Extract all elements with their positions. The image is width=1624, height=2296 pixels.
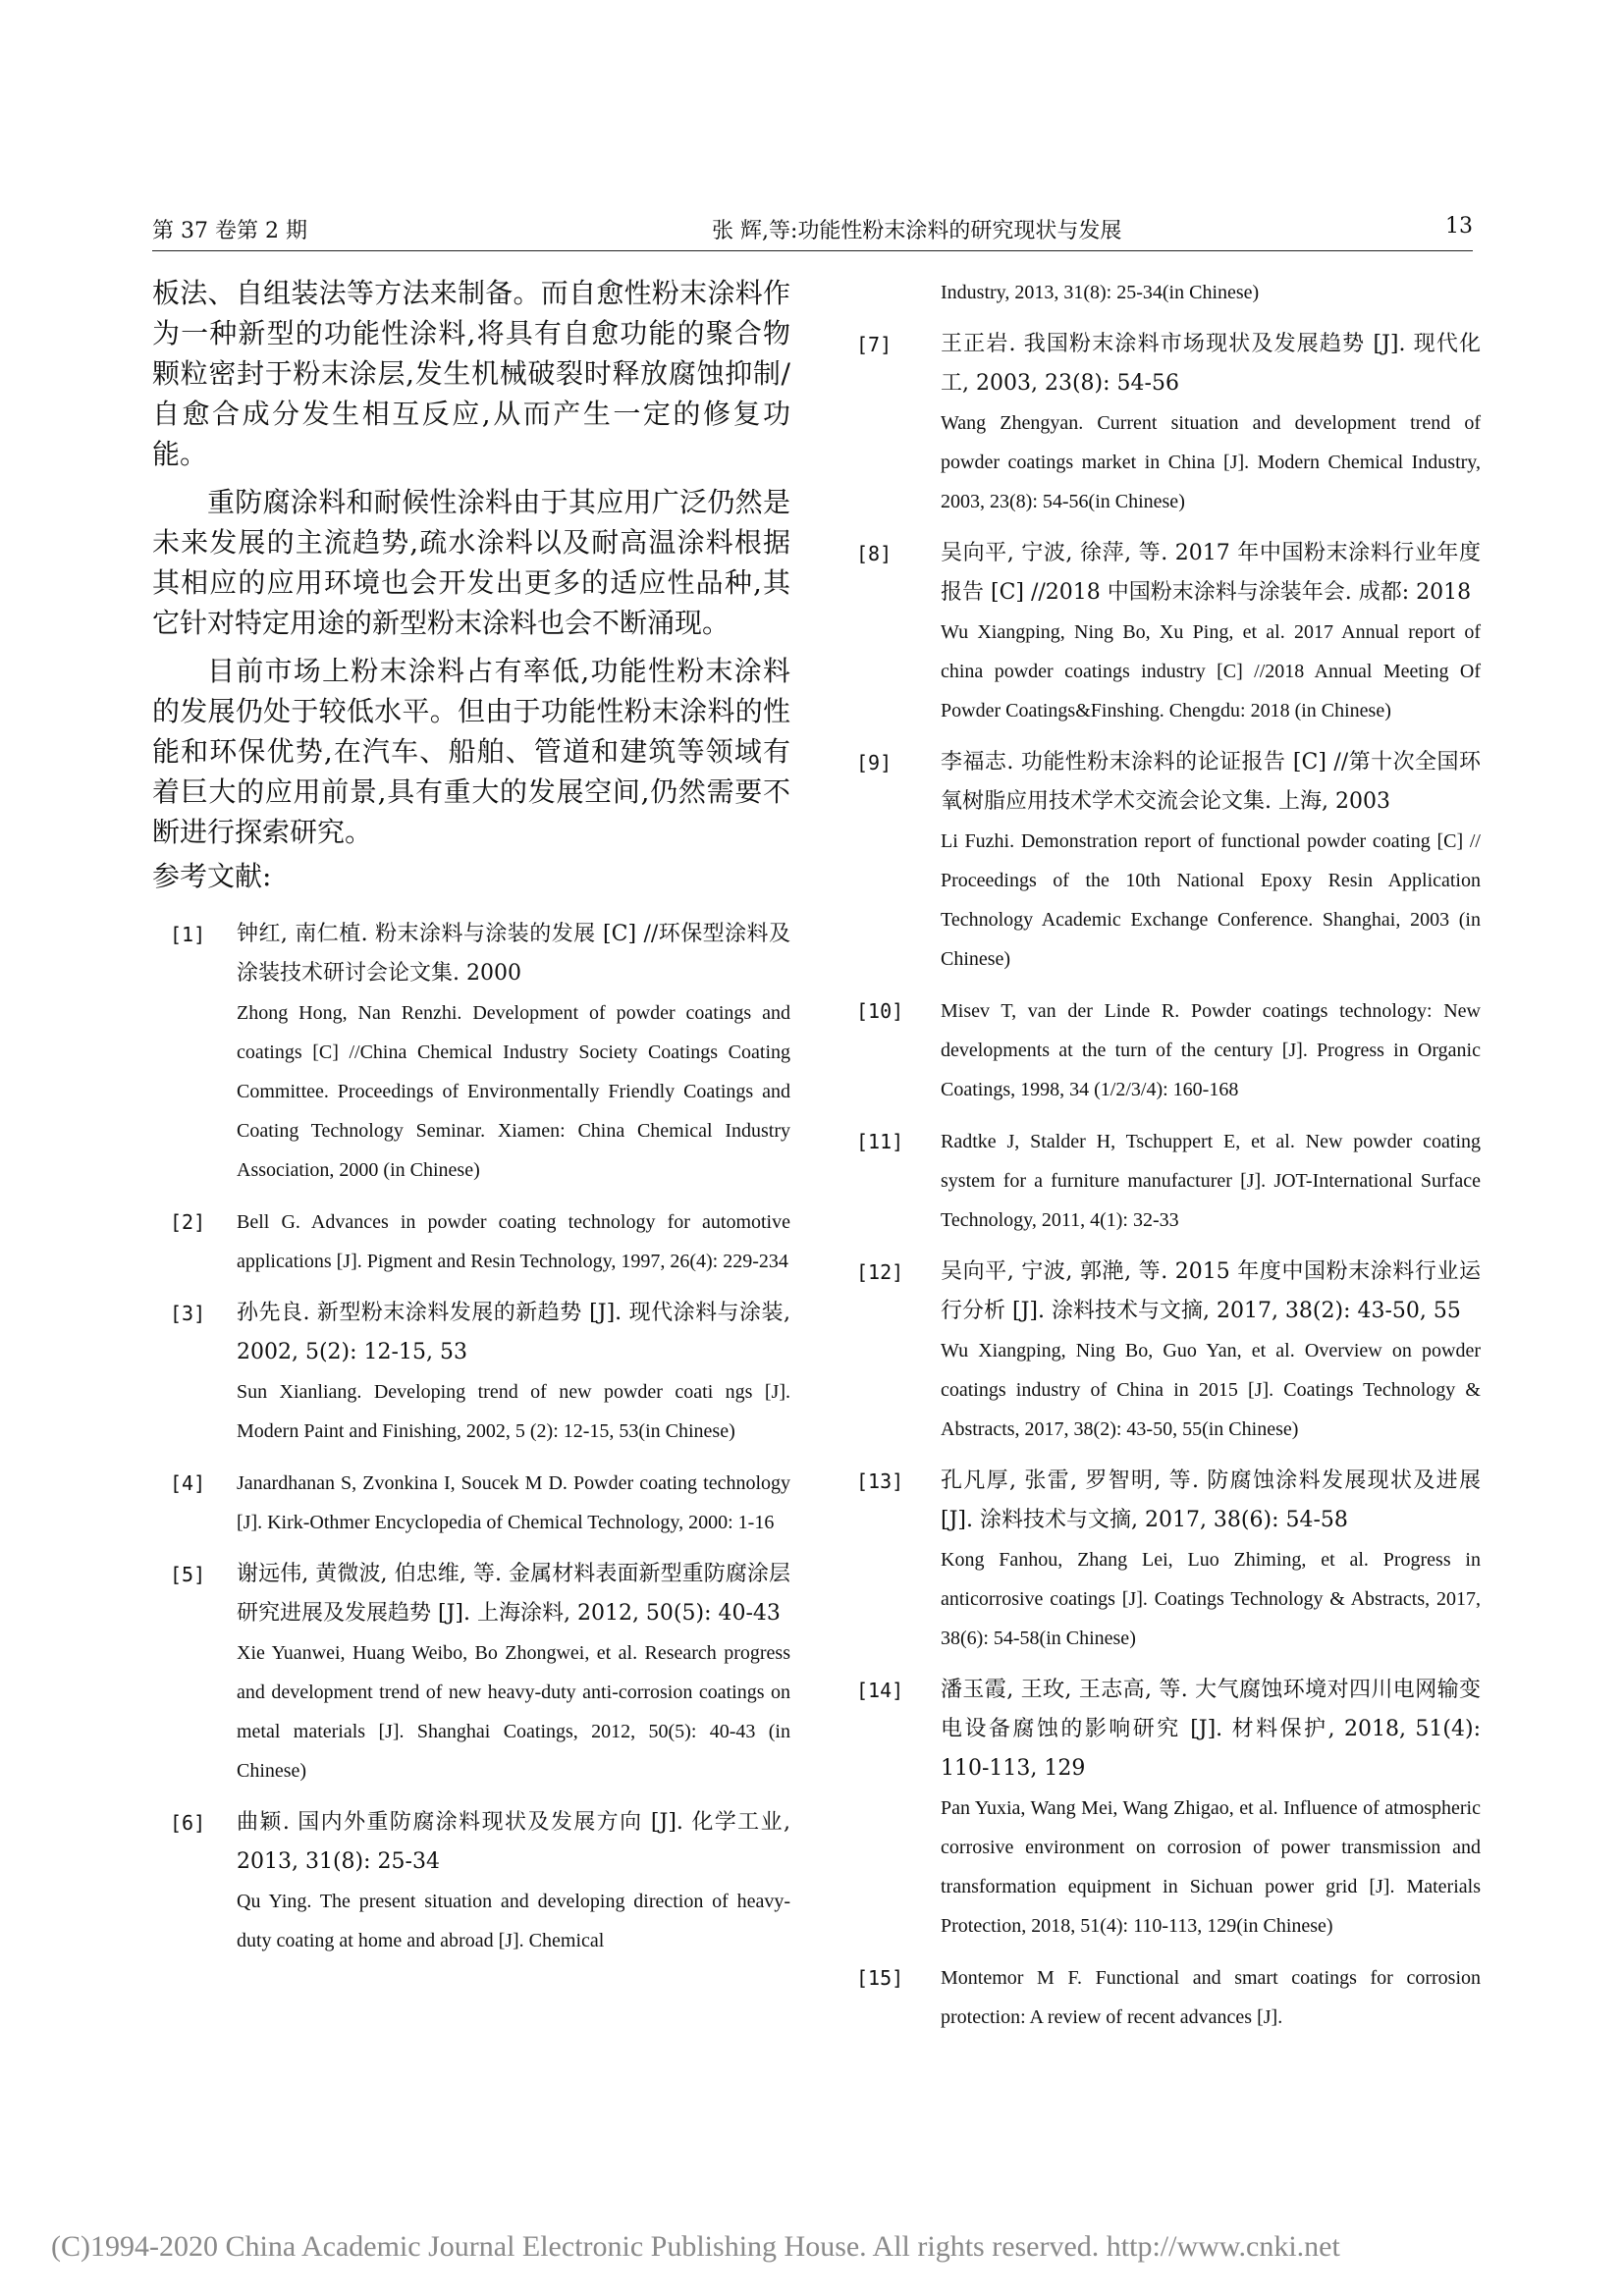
reference-entry — [856, 1253, 1481, 1449]
reference-text-english: Li Fuzhi. Demonstration report of functional powder coating [C] // Proceedings of the 10th National Epoxy Resin Application Technology Academic Exchange Conference. Shanghai, 2003 (in Chinese) — [941, 830, 1481, 970]
reference-text-english: Wang Zhengyan. Current situation and development trend of powder coatings market in China [J]. Modern Chemical Industry, 2003, 23(8): 54-56(in Chinese) — [941, 412, 1481, 512]
reference-number: [15] — [856, 1966, 904, 1990]
reference-text-english: Sun Xianliang. Developing trend of new powder coati ngs [J]. Modern Paint and Finishing, 2002, 5 (2): 12-15, 53(in Chinese) — [237, 1381, 790, 1442]
journal-issue: 第 37 卷第 2 期 — [152, 219, 307, 243]
reference-text-english: Kong Fanhou, Zhang Lei, Luo Zhiming, et al. Progress in anticorrosive coatings [J]. Coatings Technology & Abstracts, 2017, 38(6): 54-58(in Chinese) — [941, 1549, 1481, 1649]
reference-entry — [856, 991, 1481, 1109]
reference-continuation — [856, 273, 1481, 312]
reference-entry — [856, 1671, 1481, 1946]
reference-number: [14] — [856, 1679, 904, 1702]
reference-text-english: Bell G. Advances in powder coating technology for automotive applications [J]. Pigment and Resin Technology, 1997, 26(4): 229-234 — [237, 1211, 790, 1272]
reference-text-english: Pan Yuxia, Wang Mei, Wang Zhigao, et al. Influence of atmospheric corrosive environment on corrosion of power transmission and transformation equipment in Sichuan power grid [J]. Materials Protection, 2018, 51(4): 110-113, 129(in Chinese) — [941, 1797, 1481, 1937]
reference-text-english: Xie Yuanwei, Huang Weibo, Bo Zhongwei, et al. Research progress and development trend of new heavy-duty anti-corrosion coatings on metal materials [J]. Shanghai Coatings, 2012, 50(5): 40-43 (in Chinese) — [237, 1642, 790, 1782]
reference-text-chinese: 吴向平, 宁波, 徐萍, 等. 2017 年中国粉末涂料行业年度报告 [C] //2018 中国粉末涂料与涂装年会. 成都: 2018 — [941, 541, 1481, 605]
reference-text-chinese: 曲颖. 国内外重防腐涂料现状及发展方向 [J]. 化学工业, 2013, 31(8): 25-34 — [237, 1810, 790, 1874]
reference-number: [12] — [856, 1260, 904, 1284]
reference-text-chinese: 潘玉霞, 王玫, 王志高, 等. 大气腐蚀环境对四川电网输变电设备腐蚀的影响研究 [J]. 材料保护, 2018, 51(4): 110-113, 129 — [941, 1678, 1481, 1781]
reference-number: [9] — [856, 751, 893, 774]
header-divider — [152, 250, 1473, 251]
reference-entry — [152, 1294, 790, 1451]
references-title: 参考文献: — [152, 860, 272, 892]
reference-number: [6] — [170, 1811, 206, 1835]
reference-text-chinese: 王正岩. 我国粉末涂料市场现状及发展趋势 [J]. 现代化工, 2003, 23(8): 54-56 — [941, 332, 1481, 396]
reference-entry — [856, 1958, 1481, 2037]
reference-text-english: Zhong Hong, Nan Renzhi. Development of powder coatings and coatings [C] //China Chemical Industry Society Coatings Coating Committee. Proceedings of Environmentally Friendly Coatings and Coating Technology Seminar. Xiamen: China Chemical Industry Association, 2000 (in Chinese) — [237, 1002, 790, 1181]
right-column — [856, 273, 1481, 2050]
copyright-footer: (C)1994-2020 China Academic Journal Electronic Publishing House. All rights reserved. http://www.cnki.net — [51, 2230, 1340, 2263]
reference-number: [8] — [856, 542, 893, 565]
reference-entry — [856, 1122, 1481, 1240]
reference-entry — [856, 1462, 1481, 1658]
running-title: 张 辉,等:功能性粉末涂料的研究现状与发展 — [712, 219, 1122, 243]
reference-entry — [152, 1555, 790, 1790]
body-paragraph: 重防腐涂料和耐候性涂料由于其应用广泛仍然是未来发展的主流趋势,疏水涂料以及耐高温涂料根据其相应的应用环境也会开发出更多的适应性品种,其它针对特定用途的新型粉末涂料也会不断涌现。 — [152, 486, 790, 639]
reference-text-english: Misev T, van der Linde R. Powder coatings technology: New developments at the turn of the century [J]. Progress in Organic Coatings, 1998, 34 (1/2/3/4): 160-168 — [941, 1000, 1481, 1100]
reference-entry — [152, 915, 790, 1190]
page-number: 13 — [1445, 214, 1473, 239]
reference-text-chinese: 吴向平, 宁波, 郭滟, 等. 2015 年度中国粉末涂料行业运行分析 [J]. 涂料技术与文摘, 2017, 38(2): 43-50, 55 — [941, 1259, 1481, 1323]
reference-number: [11] — [856, 1130, 904, 1153]
reference-text-english: Wu Xiangping, Ning Bo, Guo Yan, et al. Overview on powder coatings industry of China in 2015 [J]. Coatings Technology & Abstracts, 2017, 38(2): 43-50, 55(in Chinese) — [941, 1340, 1481, 1440]
reference-text-chinese: 钟红, 南仁植. 粉末涂料与涂装的发展 [C] //环保型涂料及涂装技术研讨会论文集. 2000 — [237, 922, 790, 986]
reference-text-continued: Industry, 2013, 31(8): 25-34(in Chinese) — [941, 282, 1260, 303]
reference-text-english: Janardhanan S, Zvonkina I, Soucek M D. Powder coating technology [J]. Kirk-Othmer Encyclopedia of Chemical Technology, 2000: 1-16 — [237, 1472, 790, 1533]
left-column — [152, 273, 790, 1973]
reference-number: [1] — [170, 923, 206, 946]
reference-number: [10] — [856, 999, 904, 1023]
body-paragraph: 板法、自组装法等方法来制备。而自愈性粉末涂料作为一种新型的功能性涂料,将具有自愈功能的聚合物颗粒密封于粉末涂层,发生机械破裂时释放腐蚀抑制/自愈合成分发生相互反应,从而产生一定的修复功能。 — [152, 277, 790, 470]
reference-text-chinese: 谢远伟, 黄微波, 伯忠维, 等. 金属材料表面新型重防腐涂层研究进展及发展趋势 [J]. 上海涂料, 2012, 50(5): 40-43 — [237, 1562, 790, 1626]
reference-text-english: Qu Ying. The present situation and developing direction of heavy-duty coating at home and abroad [J]. Chemical — [237, 1891, 790, 1951]
reference-number: [7] — [856, 333, 893, 356]
reference-number: [5] — [170, 1563, 206, 1586]
reference-text-english: Montemor M F. Functional and smart coatings for corrosion protection: A review of recent advances [J]. — [941, 1967, 1481, 2028]
reference-entry — [152, 1464, 790, 1542]
reference-number: [3] — [170, 1302, 206, 1325]
references-list-right — [856, 325, 1481, 2037]
reference-entry — [152, 1803, 790, 1960]
reference-text-english: Wu Xiangping, Ning Bo, Xu Ping, et al. 2017 Annual report of china powder coatings industry [C] //2018 Annual Meeting Of Powder Coatings&Finshing. Chengdu: 2018 (in Chinese) — [941, 621, 1481, 721]
references-list-left — [152, 915, 790, 1960]
reference-text-chinese: 李福志. 功能性粉末涂料的论证报告 [C] //第十次全国环氧树脂应用技术学术交流会论文集. 上海, 2003 — [941, 750, 1481, 814]
reference-text-english: Radtke J, Stalder H, Tschuppert E, et al. New powder coating system for a furniture manufacturer [J]. JOT-International Surface Technology, 2011, 4(1): 32-33 — [941, 1131, 1481, 1231]
reference-entry — [856, 325, 1481, 521]
running-header — [152, 210, 1473, 249]
reference-text-chinese: 孙先良. 新型粉末涂料发展的新趋势 [J]. 现代涂料与涂装, 2002, 5(2): 12-15, 53 — [237, 1301, 790, 1364]
reference-number: [4] — [170, 1471, 206, 1495]
body-paragraph: 目前市场上粉末涂料占有率低,功能性粉末涂料的发展仍处于较低水平。但由于功能性粉末涂料的性能和环保优势,在汽车、船舶、管道和建筑等领域有着巨大的应用前景,具有重大的发展空间,仍然需要不断进行探索研究。 — [152, 655, 790, 848]
reference-entry — [152, 1202, 790, 1281]
reference-entry — [856, 534, 1481, 730]
reference-entry — [856, 743, 1481, 979]
reference-number: [13] — [856, 1469, 904, 1493]
reference-text-chinese: 孔凡厚, 张雷, 罗智明, 等. 防腐蚀涂料发展现状及进展 [J]. 涂料技术与文摘, 2017, 38(6): 54-58 — [941, 1468, 1481, 1532]
reference-number: [2] — [170, 1210, 206, 1234]
